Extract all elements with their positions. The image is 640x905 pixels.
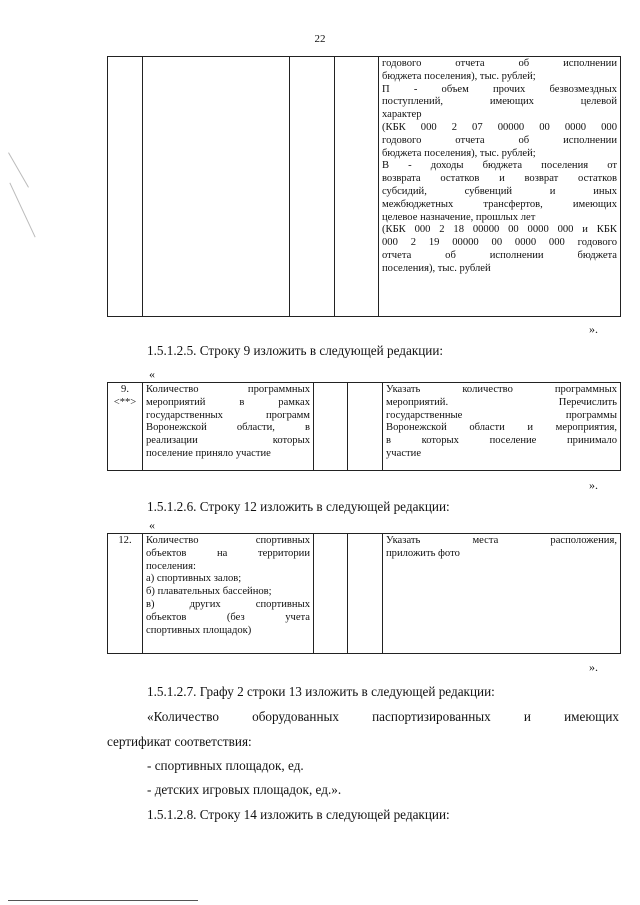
text-line: объектов (без учета bbox=[146, 611, 310, 623]
text-line: поселение приняло участие bbox=[146, 447, 271, 459]
row-number-cell bbox=[108, 534, 143, 654]
text-line: бюджета поселения), тыс. рублей; bbox=[382, 70, 536, 82]
paragraph-1-5-1-2-8: 1.5.1.2.8. Строку 14 изложить в следующей редакции: bbox=[147, 807, 450, 822]
scan-artifact-line bbox=[8, 152, 29, 187]
indicator-name-cell bbox=[143, 534, 314, 654]
text-line: 000 2 19 00000 00 0000 000 годового bbox=[382, 237, 617, 249]
text-line: характер bbox=[382, 109, 422, 121]
text-line: годового отчета об исполнении bbox=[382, 58, 617, 69]
list-item: - детских игровых площадок, ед.». bbox=[147, 782, 342, 797]
paragraph-1-5-1-2-6: 1.5.1.2.6. Строку 12 изложить в следующей редакции: bbox=[147, 499, 450, 514]
instruction-cell bbox=[383, 534, 621, 654]
text-line: поселения), тыс. рублей bbox=[382, 262, 491, 274]
row-number: 12. bbox=[118, 535, 132, 546]
text-line: Количество программных bbox=[146, 384, 310, 395]
text-line: объектов на территории bbox=[146, 547, 310, 559]
paragraph-1-5-1-2-7: 1.5.1.2.7. Графу 2 строки 13 изложить в следующей редакции: bbox=[147, 684, 495, 699]
text-line: в которых поселение принимало bbox=[386, 435, 617, 447]
page-number: 22 bbox=[314, 33, 326, 45]
text-line: поселения: bbox=[146, 560, 196, 572]
list-item: - спортивных площадок, ед. bbox=[147, 758, 304, 773]
text-line: возврата остатков и возврат остатков bbox=[382, 173, 617, 185]
text-line: в) других спортивных bbox=[146, 598, 310, 610]
cell-empty bbox=[348, 534, 383, 654]
cell-empty bbox=[314, 534, 348, 654]
closing-quote: ». bbox=[589, 478, 598, 492]
text-line: В - доходы бюджета поселения от bbox=[382, 160, 617, 172]
text-line: поступлений, имеющих целевой bbox=[382, 96, 617, 108]
closing-quote: ». bbox=[589, 660, 598, 674]
table-row-12 bbox=[107, 533, 621, 654]
text-line: субсидий, субвенций и иных bbox=[382, 185, 617, 197]
text-line: б) плавательных бассейнов; bbox=[146, 586, 272, 598]
opening-quote: « bbox=[149, 518, 155, 532]
indicator-name-cell bbox=[143, 383, 314, 471]
table-row-9 bbox=[107, 382, 621, 471]
cell-empty bbox=[290, 57, 335, 317]
text-line: мероприятий в рамках bbox=[146, 396, 310, 408]
footnote-rule bbox=[8, 900, 198, 901]
cell-empty bbox=[335, 57, 379, 317]
formula-description-cell bbox=[379, 57, 621, 317]
text-line: бюджета поселения), тыс. рублей; bbox=[382, 147, 536, 159]
text-line: государственных программ bbox=[146, 409, 310, 421]
text-line: Количество спортивных bbox=[146, 535, 310, 546]
scan-artifact-line bbox=[9, 183, 35, 238]
text-line: межбюджетных трансфертов, имеющих bbox=[382, 198, 617, 210]
text-line: государственные программы bbox=[386, 409, 617, 421]
text-line: Указать места расположения, bbox=[386, 535, 617, 546]
cell-empty bbox=[143, 57, 290, 317]
text-line: (КБК 000 2 18 00000 00 0000 000 и КБК bbox=[382, 224, 617, 236]
text-line: реализации которых bbox=[146, 435, 310, 447]
text-line: спортивных площадок) bbox=[146, 624, 252, 636]
text-line: Указать количество программных bbox=[386, 384, 617, 395]
paragraph-1-5-1-2-5: 1.5.1.2.5. Строку 9 изложить в следующей редакции: bbox=[147, 343, 444, 358]
table-continuation bbox=[107, 56, 621, 317]
instruction-cell bbox=[383, 383, 621, 471]
cell-empty bbox=[314, 383, 348, 471]
text-line: П - объем прочих безвозмездных bbox=[382, 83, 617, 95]
text-line: Воронежской области и мероприятия, bbox=[386, 422, 617, 434]
cell-empty bbox=[348, 383, 383, 471]
closing-quote: ». bbox=[589, 322, 598, 336]
text-line: приложить фото bbox=[386, 547, 460, 559]
row-number-cell bbox=[108, 383, 143, 471]
text-line: годового отчета об исполнении bbox=[382, 134, 617, 146]
opening-quote: « bbox=[149, 367, 155, 381]
text-line: а) спортивных залов; bbox=[146, 573, 242, 585]
quote-line: «Количество оборудованных паспортизированных и имеющих bbox=[147, 709, 619, 724]
text-line: мероприятий. Перечислить bbox=[386, 396, 617, 408]
quote-line: сертификат соответствия: bbox=[107, 734, 252, 749]
text-line: участие bbox=[386, 447, 422, 459]
cell-empty bbox=[108, 57, 143, 317]
text-line: (КБК 000 2 07 00000 00 0000 000 bbox=[382, 121, 617, 133]
row-note: <**> bbox=[113, 396, 137, 408]
text-line: отчета об исполнении бюджета bbox=[382, 249, 617, 261]
text-line: Воронежской области, в bbox=[146, 422, 310, 434]
text-line: целевое назначение, прошлых лет bbox=[382, 211, 536, 223]
row-number: 9. bbox=[121, 384, 129, 395]
